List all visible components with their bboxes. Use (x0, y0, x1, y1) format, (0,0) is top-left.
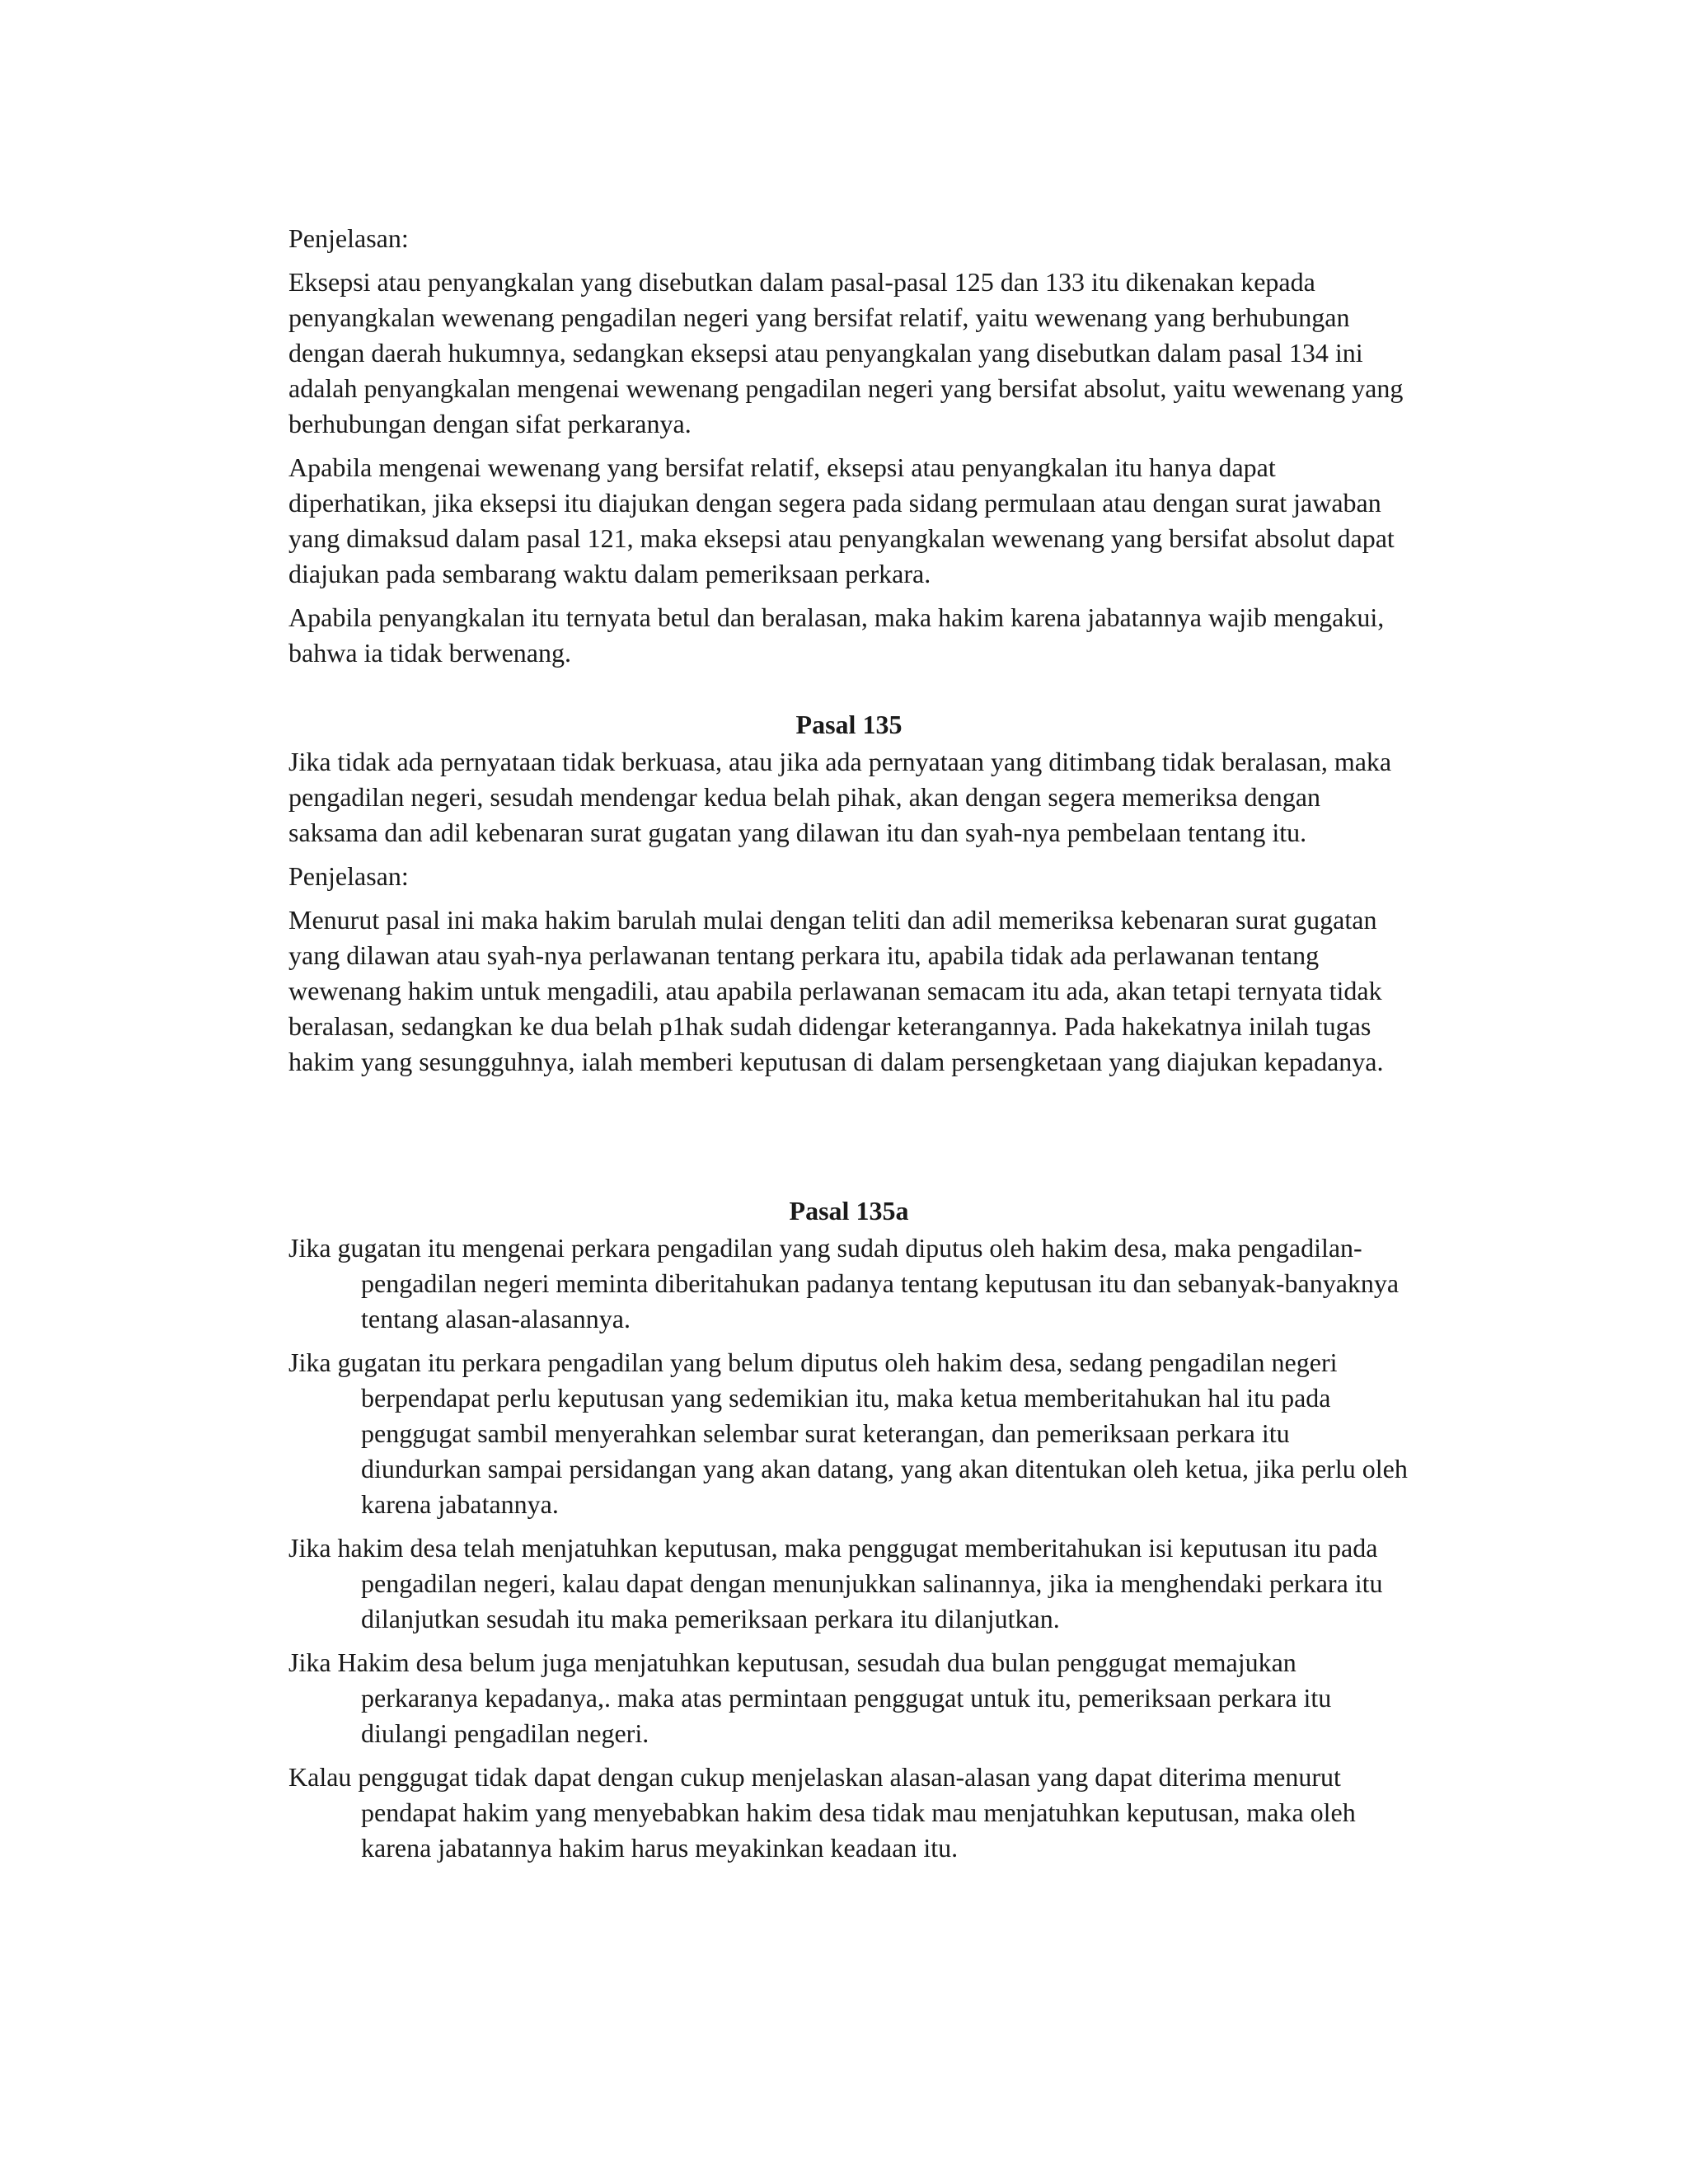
article-clause: Kalau penggugat tidak dapat dengan cukup menjelaskan alasan-alasan yang dapat diterima menurut pendapat hakim yang menyebabkan hakim desa tidak mau menjatuhkan keputusan, maka oleh karena jabatannya hakim harus meyakinkan keadaan itu. (288, 1762, 1356, 1863)
article-clause: Jika gugatan itu perkara pengadilan yang belum diputus oleh hakim desa, sedang pengadilan negeri berpendapat perlu keputusan yang sedemikian itu, maka ketua memberitahukan hal itu pada penggugat sambil menyerahkan selembar surat keterangan, dan pemeriksaan perkara itu diundurkan sampai persidangan yang akan datang, yang akan ditentukan oleh ketua, jika perlu oleh karena jabatannya. (288, 1347, 1408, 1519)
article-body: Jika tidak ada pernyataan tidak berkuasa, atau jika ada pernyataan yang ditimbang tidak beralasan, maka pengadilan negeri, sesudah mendengar kedua belah pihak, akan dengan segera memeriksa dengan saksama dan adil kebenaran surat gugatan yang dilawan itu dan syah-nya pembelaan tentang itu. (288, 747, 1392, 847)
article-135-section (288, 707, 1409, 1088)
explanation-paragraph: Menurut pasal ini maka hakim barulah mulai dengan teliti dan adil memeriksa kebenaran surat gugatan yang dilawan atau syah-nya perlawanan tentang perkara itu, apabila tidak ada perlawanan tentang wewenang hakim untuk mengadili, atau apabila perlawanan semacam itu ada, akan tetapi ternyata tidak beralasan, sedangkan ke dua belah p1hak sudah didengar keterangannya. Pada hakekatnya inilah tugas hakim yang sesungguhnya, ialah memberi keputusan di dalam persengketaan yang diajukan kepadanya. (288, 905, 1384, 1076)
explanation-paragraph: Apabila mengenai wewenang yang bersifat relatif, eksepsi atau penyangkalan itu hanya dapat diperhatikan, jika eksepsi itu diajukan dengan segera pada sidang permulaan atau dengan surat jawaban yang dimaksud dalam pasal 121, maka eksepsi atau penyangkalan wewenang yang bersifat absolut dapat diajukan pada sembarang waktu dalam pemeriksaan perkara. (288, 452, 1395, 588)
explanation-label: Penjelasan: (288, 223, 409, 253)
article-135a-section (288, 1193, 1409, 1874)
article-heading: Pasal 135 (795, 710, 903, 739)
article-clause: Jika gugatan itu mengenai perkara pengadilan yang sudah diputus oleh hakim desa, maka pengadilan-pengadilan negeri meminta diberitahukan padanya tentang keputusan itu dan sebanyak-banyaknya tentang alasan-alasannya. (288, 1233, 1400, 1333)
article-heading: Pasal 135a (789, 1196, 909, 1226)
explanation-paragraph: Apabila penyangkalan itu ternyata betul dan beralasan, maka hakim karena jabatannya wajib mengakui, bahwa ia tidak berwenang. (288, 602, 1385, 668)
explanation-section-134 (288, 221, 1409, 679)
explanation-paragraph: Eksepsi atau penyangkalan yang disebutkan dalam pasal-pasal 125 dan 133 itu dikenakan kepada penyangkalan wewenang pengadilan negeri yang bersifat relatif, yaitu wewenang yang berhubungan dengan daerah hukumnya, sedangkan eksepsi atau penyangkalan yang disebutkan dalam pasal 134 ini adalah penyangkalan mengenai wewenang pengadilan negeri yang bersifat absolut, yaitu wewenang yang berhubungan dengan sifat perkaranya. (288, 267, 1404, 438)
article-clause: Jika Hakim desa belum juga menjatuhkan keputusan, sesudah dua bulan penggugat memajukan perkaranya kepadanya,. maka atas permintaan penggugat untuk itu, pemeriksaan perkara itu diulangi pengadilan negeri. (288, 1647, 1332, 1748)
explanation-label: Penjelasan: (288, 861, 409, 891)
article-clause: Jika hakim desa telah menjatuhkan keputusan, maka penggugat memberitahukan isi keputusan itu pada pengadilan negeri, kalau dapat dengan menunjukkan salinannya, jika ia menghendaki perkara itu dilanjutkan sesudah itu maka pemeriksaan perkara itu dilanjutkan. (288, 1533, 1383, 1633)
